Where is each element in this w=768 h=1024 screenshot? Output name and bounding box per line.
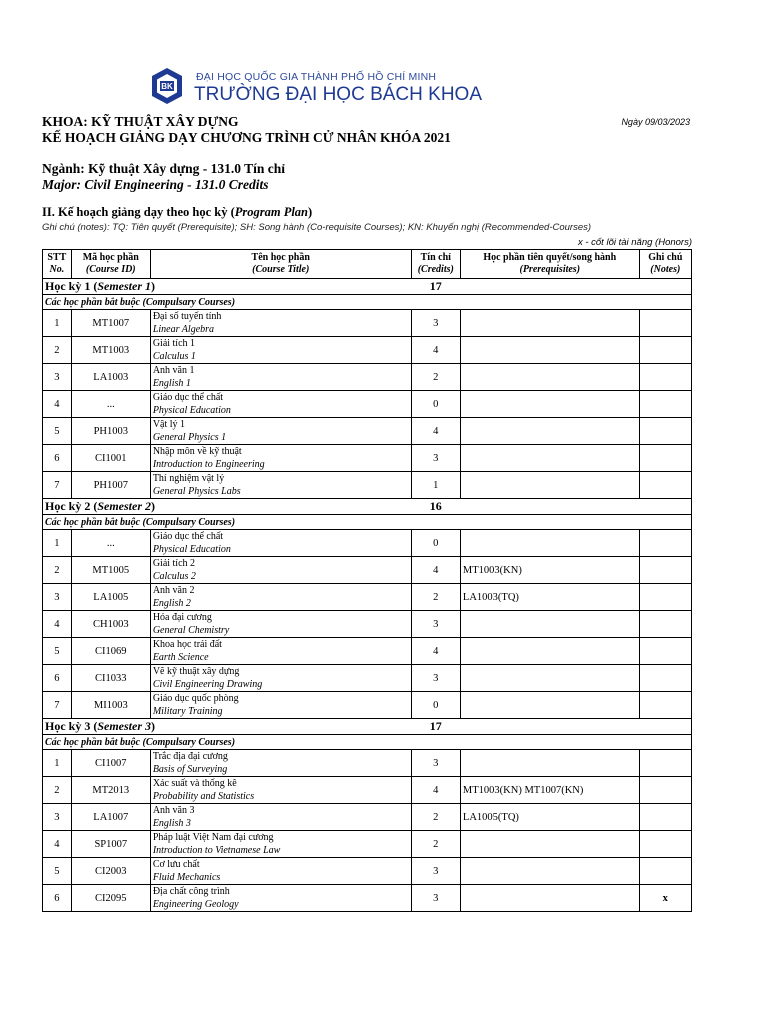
table-row xyxy=(43,611,692,638)
table-row xyxy=(43,530,692,557)
course-title-vn: Địa chất công trình xyxy=(152,886,230,897)
table-row xyxy=(43,777,692,804)
course-credits: 4 xyxy=(411,777,460,804)
course-id: LA1003 xyxy=(71,364,150,391)
course-group-label: Các học phần bắt buộc (Compulsary Courses) xyxy=(43,295,692,310)
logo-mark-text: BK xyxy=(161,82,173,91)
course-id: PH1007 xyxy=(71,472,150,499)
course-title xyxy=(150,557,411,584)
section-title: II. Kế hoạch giảng dạy theo học kỳ (Program Plan) xyxy=(42,205,313,219)
course-title-en: English 2 xyxy=(152,598,191,609)
course-prerequisites xyxy=(460,337,639,364)
course-title-en: General Physics Labs xyxy=(152,486,241,497)
course-title-vn: Khoa học trái đất xyxy=(152,639,222,650)
course-note xyxy=(639,584,691,611)
course-note xyxy=(639,611,691,638)
course-title-vn: Giải tích 1 xyxy=(152,338,196,349)
course-note xyxy=(639,777,691,804)
course-note xyxy=(639,364,691,391)
course-credits: 4 xyxy=(411,638,460,665)
course-title xyxy=(150,364,411,391)
semester-row xyxy=(43,279,692,295)
course-title-vn: Anh văn 1 xyxy=(152,365,195,376)
course-id: LA1005 xyxy=(71,584,150,611)
course-title-vn: Giáo dục thể chất xyxy=(152,392,224,403)
table-row xyxy=(43,584,692,611)
semester-row xyxy=(43,719,692,735)
course-id: ... xyxy=(71,530,150,557)
semester-label: Học kỳ 1 (Semester 1) xyxy=(43,279,412,295)
course-no: 6 xyxy=(43,445,72,472)
course-note xyxy=(639,418,691,445)
course-id: MT2013 xyxy=(71,777,150,804)
course-title xyxy=(150,638,411,665)
course-id: LA1007 xyxy=(71,804,150,831)
course-credits: 2 xyxy=(411,804,460,831)
course-credits: 3 xyxy=(411,611,460,638)
table-row xyxy=(43,364,692,391)
header-notes: Ghi chú (Notes) xyxy=(639,250,691,279)
course-no: 5 xyxy=(43,638,72,665)
course-title-en: Civil Engineering Drawing xyxy=(152,679,263,690)
course-group-label: Các học phần bắt buộc (Compulsary Courses) xyxy=(43,515,692,530)
course-id: PH1003 xyxy=(71,418,150,445)
header-credits: Tín chỉ (Credits) xyxy=(411,250,460,279)
course-title-vn: Pháp luật Việt Nam đại cương xyxy=(152,832,274,843)
course-title-en: Calculus 1 xyxy=(152,351,196,362)
semester-label: Học kỳ 2 (Semester 2) xyxy=(43,499,412,515)
course-title-en: Fluid Mechanics xyxy=(152,872,221,883)
course-id: CI2003 xyxy=(71,858,150,885)
course-title-en: Physical Education xyxy=(152,405,231,416)
course-prerequisites: MT1003(KN) xyxy=(460,557,639,584)
course-title xyxy=(150,750,411,777)
course-title xyxy=(150,665,411,692)
course-title-en: Probability and Statistics xyxy=(152,791,255,802)
table-row xyxy=(43,831,692,858)
course-prerequisites xyxy=(460,692,639,719)
course-note xyxy=(639,557,691,584)
course-prerequisites xyxy=(460,638,639,665)
course-no: 3 xyxy=(43,364,72,391)
course-title-vn: Nhập môn về kỹ thuật xyxy=(152,446,242,457)
honors-legend: x - cốt lõi tài năng (Honors) xyxy=(577,237,692,248)
course-title-en: English 3 xyxy=(152,818,191,829)
table-row xyxy=(43,472,692,499)
header-stt: STT No. xyxy=(43,250,72,279)
semester-spacer xyxy=(460,499,691,515)
course-credits: 0 xyxy=(411,391,460,418)
course-prerequisites xyxy=(460,665,639,692)
course-prerequisites xyxy=(460,445,639,472)
table-row xyxy=(43,638,692,665)
semester-spacer xyxy=(460,279,691,295)
course-note xyxy=(639,445,691,472)
course-id: CH1003 xyxy=(71,611,150,638)
course-title-en: Basis of Surveying xyxy=(152,764,228,775)
semester-row xyxy=(43,499,692,515)
course-title xyxy=(150,804,411,831)
course-prerequisites xyxy=(460,418,639,445)
course-title xyxy=(150,445,411,472)
course-title-vn: Giải tích 2 xyxy=(152,558,196,569)
course-title-en: Military Training xyxy=(152,706,223,717)
course-prerequisites xyxy=(460,611,639,638)
course-title-en: Engineering Geology xyxy=(152,899,239,910)
course-title-vn: Vẽ kỹ thuật xây dựng xyxy=(152,666,240,677)
course-title xyxy=(150,692,411,719)
course-title-vn: Hóa đại cương xyxy=(152,612,212,623)
course-group-row xyxy=(43,735,692,750)
course-title-vn: Đại số tuyến tính xyxy=(152,311,222,322)
table-row xyxy=(43,665,692,692)
course-title-en: Introduction to Vietnamese Law xyxy=(152,845,281,856)
course-note xyxy=(639,858,691,885)
course-title-en: Linear Algebra xyxy=(152,324,215,335)
course-id: SP1007 xyxy=(71,831,150,858)
course-title xyxy=(150,391,411,418)
course-prerequisites xyxy=(460,310,639,337)
course-no: 5 xyxy=(43,858,72,885)
semester-label: Học kỳ 3 (Semester 3) xyxy=(43,719,412,735)
table-row xyxy=(43,418,692,445)
course-id: MT1007 xyxy=(71,310,150,337)
course-note xyxy=(639,804,691,831)
course-group-row xyxy=(43,515,692,530)
course-no: 1 xyxy=(43,530,72,557)
table-row xyxy=(43,445,692,472)
course-title-en: Earth Science xyxy=(152,652,209,663)
course-id: MT1003 xyxy=(71,337,150,364)
course-no: 2 xyxy=(43,337,72,364)
table-header-row xyxy=(43,250,692,279)
semester-credits: 17 xyxy=(411,279,460,295)
course-title xyxy=(150,472,411,499)
course-note xyxy=(639,750,691,777)
course-no: 7 xyxy=(43,692,72,719)
logo-university-system: ĐẠI HỌC QUỐC GIA THÀNH PHỐ HỒ CHÍ MINH xyxy=(196,71,437,83)
course-no: 5 xyxy=(43,418,72,445)
course-title-en: General Physics 1 xyxy=(152,432,227,443)
course-note xyxy=(639,310,691,337)
course-id: MT1005 xyxy=(71,557,150,584)
course-id: CI1007 xyxy=(71,750,150,777)
course-credits: 3 xyxy=(411,750,460,777)
course-id: CI2095 xyxy=(71,885,150,912)
course-prerequisites: LA1003(TQ) xyxy=(460,584,639,611)
document-date: Ngày 09/03/2023 xyxy=(621,117,690,127)
course-no: 6 xyxy=(43,885,72,912)
course-prerequisites xyxy=(460,391,639,418)
course-id: CI1033 xyxy=(71,665,150,692)
course-note xyxy=(639,472,691,499)
course-title xyxy=(150,611,411,638)
course-no: 7 xyxy=(43,472,72,499)
course-title xyxy=(150,777,411,804)
course-credits: 3 xyxy=(411,858,460,885)
course-credits: 4 xyxy=(411,337,460,364)
course-note xyxy=(639,692,691,719)
course-id: ... xyxy=(71,391,150,418)
table-row xyxy=(43,337,692,364)
course-credits: 3 xyxy=(411,885,460,912)
course-prerequisites xyxy=(460,530,639,557)
course-prerequisites: MT1003(KN) MT1007(KN) xyxy=(460,777,639,804)
course-title xyxy=(150,858,411,885)
course-title xyxy=(150,584,411,611)
course-prerequisites xyxy=(460,364,639,391)
course-note xyxy=(639,665,691,692)
course-credits: 2 xyxy=(411,364,460,391)
course-title xyxy=(150,831,411,858)
course-prerequisites: LA1005(TQ) xyxy=(460,804,639,831)
course-title-vn: Thí nghiệm vật lý xyxy=(152,473,225,484)
course-title-vn: Trắc địa đại cương xyxy=(152,751,228,762)
course-title xyxy=(150,530,411,557)
course-note xyxy=(639,530,691,557)
course-note xyxy=(639,831,691,858)
course-credits: 0 xyxy=(411,692,460,719)
major-vn: Ngành: Kỹ thuật Xây dựng - 131.0 Tín chỉ xyxy=(42,161,286,176)
course-no: 2 xyxy=(43,557,72,584)
program-plan-table xyxy=(42,249,692,912)
header-course-title: Tên học phần (Course Title) xyxy=(150,250,411,279)
course-title-en: Calculus 2 xyxy=(152,571,196,582)
semester-spacer xyxy=(460,719,691,735)
course-note xyxy=(639,337,691,364)
course-title-vn: Xác suất và thống kê xyxy=(152,778,237,789)
course-credits: 0 xyxy=(411,530,460,557)
course-title xyxy=(150,418,411,445)
course-note xyxy=(639,638,691,665)
course-id: CI1069 xyxy=(71,638,150,665)
course-title-en: English 1 xyxy=(152,378,191,389)
course-credits: 4 xyxy=(411,418,460,445)
course-no: 4 xyxy=(43,831,72,858)
course-id: CI1001 xyxy=(71,445,150,472)
course-group-row xyxy=(43,295,692,310)
course-title xyxy=(150,337,411,364)
course-id: MI1003 xyxy=(71,692,150,719)
course-title-vn: Cơ lưu chất xyxy=(152,859,200,870)
semester-credits: 16 xyxy=(411,499,460,515)
course-no: 3 xyxy=(43,804,72,831)
table-row xyxy=(43,858,692,885)
course-credits: 1 xyxy=(411,472,460,499)
course-prerequisites xyxy=(460,885,639,912)
course-prerequisites xyxy=(460,831,639,858)
course-prerequisites xyxy=(460,750,639,777)
table-row xyxy=(43,310,692,337)
table-row xyxy=(43,391,692,418)
header-course-id: Mã học phần (Course ID) xyxy=(71,250,150,279)
course-title-vn: Anh văn 2 xyxy=(152,585,195,596)
course-credits: 4 xyxy=(411,557,460,584)
course-note: x xyxy=(639,885,691,912)
course-no: 1 xyxy=(43,310,72,337)
course-credits: 2 xyxy=(411,831,460,858)
course-title-en: Physical Education xyxy=(152,544,231,555)
table-row xyxy=(43,692,692,719)
course-prerequisites xyxy=(460,858,639,885)
course-group-label: Các học phần bắt buộc (Compulsary Courses) xyxy=(43,735,692,750)
course-title-vn: Vật lý 1 xyxy=(152,419,186,430)
table-row xyxy=(43,804,692,831)
semester-credits: 17 xyxy=(411,719,460,735)
course-title-en: General Chemistry xyxy=(152,625,230,636)
course-no: 2 xyxy=(43,777,72,804)
major-en: Major: Civil Engineering - 131.0 Credits xyxy=(42,177,269,192)
course-credits: 3 xyxy=(411,665,460,692)
faculty-heading: KHOA: KỸ THUẬT XÂY DỰNG xyxy=(42,114,239,129)
course-note xyxy=(639,391,691,418)
bk-shield-icon xyxy=(150,67,184,105)
course-credits: 3 xyxy=(411,310,460,337)
notes-legend: Ghi chú (notes): TQ: Tiên quyết (Prerequisite); SH: Song hành (Co-requisite Courses); KN: Khuyến nghị (Recommended-Courses) xyxy=(42,222,592,233)
course-title xyxy=(150,310,411,337)
table-row xyxy=(43,885,692,912)
table-row xyxy=(43,557,692,584)
logo-university-name: TRƯỜNG ĐẠI HỌC BÁCH KHOA xyxy=(194,84,482,105)
course-title-vn: Anh văn 3 xyxy=(152,805,195,816)
course-title-vn: Giáo dục thể chất xyxy=(152,531,224,542)
course-title xyxy=(150,885,411,912)
header-prerequisites: Học phần tiên quyết/song hành (Prerequisites) xyxy=(460,250,639,279)
plan-title: KẾ HOẠCH GIẢNG DẠY CHƯƠNG TRÌNH CỬ NHÂN KHÓA 2021 xyxy=(42,130,451,145)
course-credits: 2 xyxy=(411,584,460,611)
course-no: 4 xyxy=(43,611,72,638)
course-title-en: Introduction to Engineering xyxy=(152,459,265,470)
course-no: 1 xyxy=(43,750,72,777)
course-no: 4 xyxy=(43,391,72,418)
course-prerequisites xyxy=(460,472,639,499)
course-no: 6 xyxy=(43,665,72,692)
table-row xyxy=(43,750,692,777)
university-logo xyxy=(150,67,482,107)
course-credits: 3 xyxy=(411,445,460,472)
course-title-vn: Giáo dục quốc phòng xyxy=(152,693,239,704)
course-no: 3 xyxy=(43,584,72,611)
